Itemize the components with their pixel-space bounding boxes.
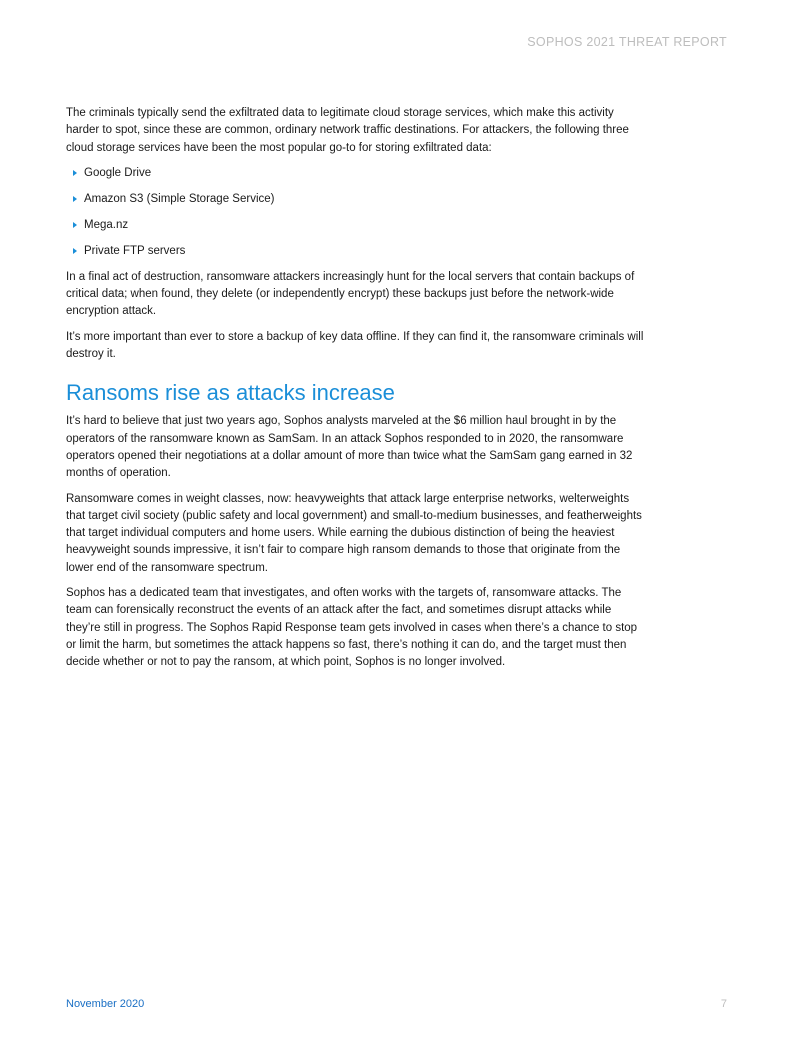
- backup-destruction-paragraph: In a final act of destruction, ransomware attackers increasingly hunt for the local servers that contain backups of critical data; when found, they delete (or independently encrypt) these backups just before the network-wide encryption attack.: [66, 270, 635, 318]
- list-item: [66, 243, 646, 260]
- bullet-arrow-icon: [73, 222, 77, 228]
- bullet-arrow-icon: [73, 170, 77, 176]
- section-paragraph-weight-classes: Ransomware comes in weight classes, now: heavyweights that attack large enterprise networks, welterweights that target civil society (public safety and local government) and small-to-medium businesses, and featherweights that target individual computers and home users. While earning the dubious distinction of being the heaviest heavyweight sounds impressive, it isn’t fair to compare high ransom demands to those that originate from the lower end of the ransomware spectrum.: [66, 492, 642, 574]
- offline-backup-paragraph: It’s more important than ever to store a backup of key data offline. If they can find it, the ransomware criminals will destroy it.: [66, 330, 644, 361]
- list-item: [66, 217, 646, 234]
- list-item: [66, 165, 646, 182]
- list-item-label: Google Drive: [84, 166, 152, 179]
- intro-paragraph: The criminals typically send the exfiltrated data to legitimate cloud storage services, which make this activity harder to spot, since these are common, ordinary network traffic destinations. For attackers, the following three cloud storage services have been the most popular go-to for storing exfiltrated data:: [66, 107, 629, 154]
- page-number: 7: [720, 998, 727, 1010]
- cloud-storage-list: [66, 165, 646, 260]
- page-content: [66, 105, 646, 680]
- list-item-label: Private FTP servers: [84, 244, 186, 257]
- list-item-label: Amazon S3 (Simple Storage Service): [84, 192, 275, 205]
- bullet-arrow-icon: [73, 248, 77, 254]
- section-paragraph-rapid-response: Sophos has a dedicated team that investigates, and often works with the targets of, ransomware attacks. The team can forensically reconstruct the events of an attack after the fact, and sometimes disrupt attacks while they’re still in progress. The Sophos Rapid Response team gets involved in cases when there’s a chance to stop or limit the harm, but sometimes the attack happens so fast, there’s nothing it can do, and the target must then decide whether or not to pay the ransom, at which point, Sophos is no longer involved.: [66, 587, 638, 669]
- bullet-arrow-icon: [73, 196, 77, 202]
- section-paragraph-samsam: It’s hard to believe that just two years ago, Sophos analysts marveled at the $6 million haul brought in by the operators of the ransomware known as SamSam. In an attack Sophos responded to in 2020, the ransomware operators opened their negotiations at a dollar amount of more than twice what the SamSam gang earned in 32 months of operation.: [66, 415, 633, 480]
- section-heading: Ransoms rise as attacks increase: [66, 380, 395, 406]
- list-item-label: Mega.nz: [84, 218, 129, 231]
- footer-date: November 2020: [66, 998, 145, 1010]
- running-header: SOPHOS 2021 THREAT REPORT: [527, 35, 727, 49]
- list-item: [66, 191, 646, 208]
